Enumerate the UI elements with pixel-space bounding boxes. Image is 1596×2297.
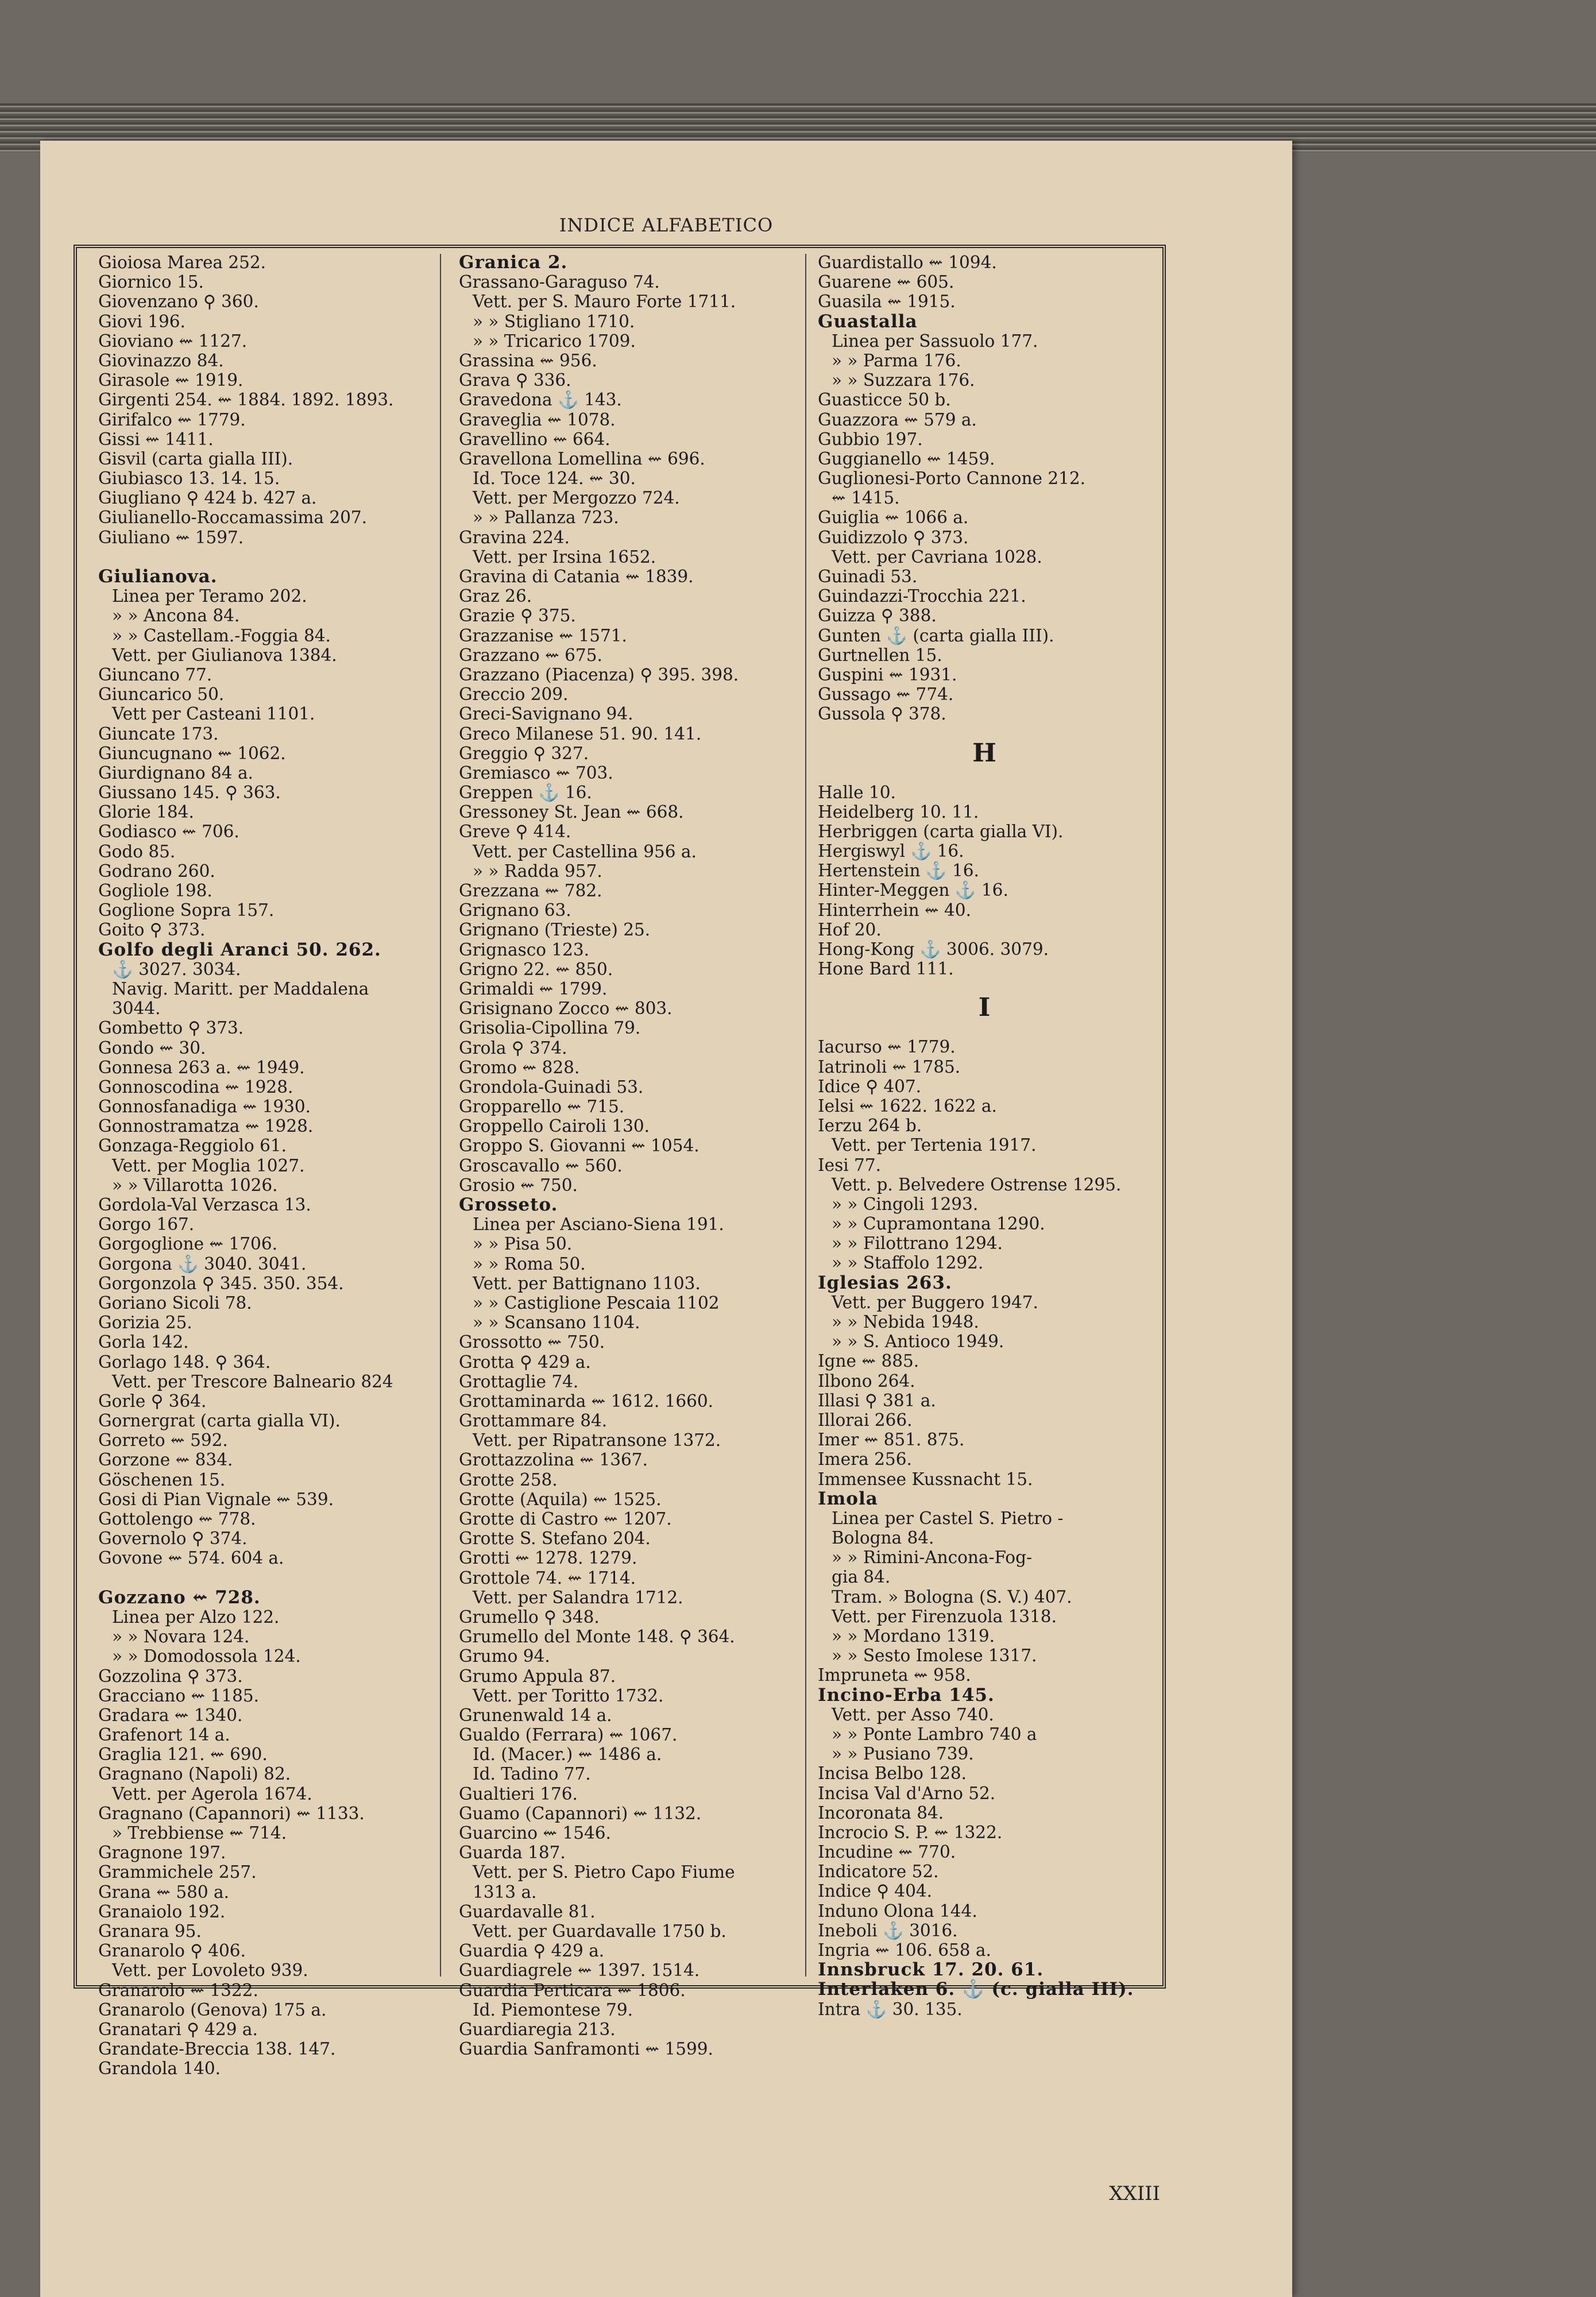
index-entry: Guardia Sanframonti ⇜ 1599. <box>459 2039 713 2059</box>
index-entry: Iacurso ⇜ 1779. <box>818 1037 956 1057</box>
index-entry: Grondola-Guinadi 53. <box>459 1077 644 1097</box>
index-entry: Groppello Cairoli 130. <box>459 1116 650 1136</box>
index-entry: Grazzano (Piacenza) ⚲ 395. 398. <box>459 664 739 685</box>
index-entry: Guarda 187. <box>459 1843 566 1863</box>
index-entry: » » Tricarico 1709. <box>473 331 636 351</box>
index-entry: Incrocio S. P. ⇜ 1322. <box>818 1822 1003 1842</box>
index-entry: gia 84. <box>832 1567 891 1587</box>
index-entry: Vett. per Lovoleto 939. <box>112 1960 308 1981</box>
index-entry: Grola ⚲ 374. <box>459 1038 567 1058</box>
index-entry: Linea per Sassuolo 177. <box>832 331 1038 351</box>
index-entry: Graglia 121. ⇜ 690. <box>98 1745 268 1765</box>
index-entry: » » Villarotta 1026. <box>112 1175 278 1195</box>
index-entry: Induno Olona 144. <box>818 1901 977 1921</box>
index-entry: Govone ⇜ 574. 604 a. <box>98 1548 284 1568</box>
index-entry: Giuncano 77. <box>98 664 212 685</box>
index-entry: » » Sesto Imolese 1317. <box>832 1646 1037 1666</box>
index-entry: Granarolo ⚲ 406. <box>98 1941 246 1961</box>
index-entry: Granara 95. <box>98 1921 202 1941</box>
index-entry: Gornergrat (carta gialla VI). <box>98 1411 341 1431</box>
index-entry: Gussago ⇜ 774. <box>818 685 954 705</box>
index-entry: Grafenort 14 a. <box>98 1725 230 1745</box>
index-entry: » » Pallanza 723. <box>473 508 619 528</box>
index-entry: Giuncugnano ⇜ 1062. <box>98 743 286 763</box>
index-entry: Guglionesi-Porto Cannone 212. <box>818 469 1086 489</box>
index-entry: Vett. per Agerola 1674. <box>112 1784 312 1804</box>
index-entry: Grazzano ⇜ 675. <box>459 645 602 665</box>
index-entry: Giuncate 173. <box>98 724 219 744</box>
index-entry: Giovi 196. <box>98 311 186 331</box>
index-entry: Grotti ⇜ 1278. 1279. <box>459 1548 637 1568</box>
index-entry: Grava ⚲ 336. <box>459 370 571 390</box>
index-entry: » » Ancona 84. <box>112 606 240 626</box>
index-entry: Gravina di Catania ⇜ 1839. <box>459 567 694 586</box>
index-entry: Grunenwald 14 a. <box>459 1705 612 1725</box>
index-entry: Impruneta ⇜ 958. <box>818 1665 971 1685</box>
index-entry: Grotte (Aquila) ⇜ 1525. <box>459 1489 662 1509</box>
index-entry: Greve ⚲ 414. <box>459 822 571 842</box>
index-entry: Giovinazzo 84. <box>98 350 224 370</box>
index-entry: Hertenstein ⚓ 16. <box>818 861 979 881</box>
index-entry: Grotta ⚲ 429 a. <box>459 1352 591 1372</box>
index-entry: » Trebbiense ⇜ 714. <box>112 1823 287 1843</box>
index-entry: Grisignano Zocco ⇜ 803. <box>459 999 673 1019</box>
index-entry: Girifalco ⇜ 1779. <box>98 409 246 430</box>
index-entry: Vett. per Asso 740. <box>832 1704 994 1724</box>
index-entry: Indice ⚲ 404. <box>818 1881 932 1901</box>
index-entry: Granarolo (Genova) 175 a. <box>98 2000 327 2020</box>
index-entry: Hergiswyl ⚓ 16. <box>818 841 964 861</box>
index-entry: Igne ⇜ 885. <box>818 1351 919 1371</box>
index-entry: Guarene ⇜ 605. <box>818 272 954 292</box>
index-entry: Hinter-Meggen ⚓ 16. <box>818 880 1008 900</box>
index-entry: Guardistallo ⇜ 1094. <box>818 253 997 272</box>
index-entry: Imera 256. <box>818 1449 912 1470</box>
index-entry: Greccio 209. <box>459 685 569 705</box>
index-entry: Gragnone 197. <box>98 1843 226 1863</box>
page-header: INDICE ALFABETICO <box>559 214 774 236</box>
index-entry: Guindazzi-Trocchia 221. <box>818 586 1026 606</box>
index-entry: Giulianova. <box>98 566 218 587</box>
index-entry: Goito ⚲ 373. <box>98 920 206 940</box>
index-entry: Glorie 184. <box>98 802 194 822</box>
index-entry: Vett. per Cavriana 1028. <box>832 547 1042 567</box>
index-entry: Hinterrhein ⇜ 40. <box>818 900 971 920</box>
index-entry: Gonnostramatza ⇜ 1928. <box>98 1116 314 1136</box>
index-entry: Grisolia-Cipollina 79. <box>459 1018 641 1038</box>
index-entry: Ielsi ⇜ 1622. 1622 a. <box>818 1096 997 1116</box>
index-entry: Tram. » Bologna (S. V.) 407. <box>832 1587 1072 1607</box>
index-entry: Grammichele 257. <box>98 1862 257 1882</box>
index-entry: Grassina ⇜ 956. <box>459 350 597 370</box>
index-entry: Vett. per Guardavalle 1750 b. <box>473 1921 726 1941</box>
index-entry: Grezzana ⇜ 782. <box>459 881 602 900</box>
index-entry: Illorai 266. <box>818 1410 913 1430</box>
index-column-1 <box>98 253 420 2079</box>
index-entry: Grigno 22. ⇜ 850. <box>459 959 613 979</box>
index-entry: Grotte S. Stefano 204. <box>459 1529 651 1549</box>
index-entry: » » Pusiano 739. <box>832 1744 974 1764</box>
index-entry: Grumo 94. <box>459 1646 550 1666</box>
index-entry: Gragnano (Capannori) ⇜ 1133. <box>98 1803 365 1823</box>
index-entry: Gorizia 25. <box>98 1313 192 1333</box>
index-entry: Idice ⚲ 407. <box>818 1076 921 1096</box>
index-entry: Id. (Macer.) ⇜ 1486 a. <box>473 1745 662 1765</box>
index-entry: Gradara ⇜ 1340. <box>98 1705 243 1725</box>
index-entry: » » Scansano 1104. <box>473 1313 640 1333</box>
index-entry: Grazzanise ⇜ 1571. <box>459 625 627 645</box>
index-entry: Incudine ⇜ 770. <box>818 1842 956 1862</box>
index-entry: Guardia ⚲ 429 a. <box>459 1941 605 1961</box>
index-entry: Gisvil (carta gialla III). <box>98 448 293 469</box>
index-entry: Heidelberg 10. 11. <box>818 802 979 822</box>
index-entry: Vett. per S. Pietro Capo Fiume <box>473 1862 735 1882</box>
index-entry: Gressoney St. Jean ⇜ 668. <box>459 802 684 822</box>
index-entry: Groppo S. Giovanni ⇜ 1054. <box>459 1136 700 1156</box>
index-entry: Grandate-Breccia 138. 147. <box>98 2039 336 2059</box>
section-letter: H <box>972 738 996 768</box>
index-entry: Grignano (Trieste) 25. <box>459 920 651 940</box>
index-entry: Vett. per Castellina 956 a. <box>473 841 697 861</box>
index-entry: Giuliano ⇜ 1597. <box>98 527 244 547</box>
index-entry: Guasticce 50 b. <box>818 390 951 410</box>
index-entry: Greci-Savignano 94. <box>459 704 633 724</box>
index-entry: Giubiasco 13. 14. 15. <box>98 469 280 489</box>
index-entry: ⇜ 1415. <box>832 488 900 508</box>
index-entry: Greco Milanese 51. 90. 141. <box>459 724 702 744</box>
index-entry: » » Pisa 50. <box>473 1234 573 1254</box>
index-entry: Grottammare 84. <box>459 1411 608 1431</box>
index-entry: Grimaldi ⇜ 1799. <box>459 979 608 999</box>
index-entry: Imola <box>818 1488 878 1509</box>
index-entry: Gorgonzola ⚲ 345. 350. 354. <box>98 1273 344 1293</box>
index-entry: Girasole ⇜ 1919. <box>98 370 244 390</box>
index-entry: Iatrinoli ⇜ 1785. <box>818 1057 961 1077</box>
index-entry: Grossotto ⇜ 750. <box>459 1332 605 1352</box>
index-entry: » » Filottrano 1294. <box>832 1233 1003 1254</box>
index-entry: Guazzora ⇜ 579 a. <box>818 409 977 430</box>
index-entry: » » Staffolo 1292. <box>832 1253 984 1273</box>
index-entry: Guizza ⚲ 388. <box>818 606 937 626</box>
index-entry: Granica 2. <box>459 252 568 273</box>
index-entry: Gogliole 198. <box>98 881 212 900</box>
index-entry: Gravellona Lomellina ⇜ 696. <box>459 448 705 469</box>
index-entry: Gubbio 197. <box>818 429 923 449</box>
index-entry: Gorgo 167. <box>98 1215 195 1235</box>
index-entry: Navig. Maritt. per Maddalena <box>112 979 369 999</box>
index-entry: Ierzu 264 b. <box>818 1116 922 1136</box>
index-entry: Granaiolo 192. <box>98 1901 226 1921</box>
index-entry: Grotte 258. <box>459 1470 558 1490</box>
index-entry: Göschenen 15. <box>98 1470 226 1490</box>
index-entry: Grotte di Castro ⇜ 1207. <box>459 1509 672 1529</box>
index-entry: Incoronata 84. <box>818 1803 944 1823</box>
index-entry: Vett. per Trescore Balneario 824 <box>112 1371 393 1391</box>
index-entry: Gravina 224. <box>459 527 570 547</box>
index-entry: Giurdignano 84 a. <box>98 763 253 783</box>
index-entry: Guardavalle 81. <box>459 1901 596 1921</box>
index-entry: Grumo Appula 87. <box>459 1666 616 1686</box>
index-entry: Guastalla <box>818 311 918 332</box>
index-entry: Gorreto ⇜ 592. <box>98 1430 228 1451</box>
index-entry: Gottolengo ⇜ 778. <box>98 1509 256 1529</box>
index-entry: Hong-Kong ⚓ 3006. 3079. <box>818 939 1049 959</box>
index-entry: Vett. per Ripatransone 1372. <box>473 1430 721 1451</box>
column-divider <box>440 254 441 1977</box>
index-entry: Grottaminarda ⇜ 1612. 1660. <box>459 1391 714 1411</box>
index-entry: Gorlago 148. ⚲ 364. <box>98 1352 271 1372</box>
index-entry: Guggianello ⇜ 1459. <box>818 448 995 469</box>
index-entry: » » Rimini-Ancona-Fog- <box>832 1548 1032 1568</box>
index-entry: Gioviano ⇜ 1127. <box>98 331 248 351</box>
index-entry: Incisa Belbo 128. <box>818 1764 967 1784</box>
index-entry: » » Castellam.-Foggia 84. <box>112 625 331 645</box>
index-entry: Vett. per Firenzuola 1318. <box>832 1606 1057 1626</box>
index-entry: Groscavallo ⇜ 560. <box>459 1155 623 1175</box>
index-entry: Imer ⇜ 851. 875. <box>818 1430 965 1450</box>
index-entry: » » Radda 957. <box>473 861 602 881</box>
index-entry: Guardia Perticara ⇜ 1806. <box>459 1980 686 2000</box>
index-entry: Vett. p. Belvedere Ostrense 1295. <box>832 1174 1122 1194</box>
index-entry: » » Mordano 1319. <box>832 1626 995 1646</box>
index-entry: Gussola ⚲ 378. <box>818 704 946 724</box>
index-entry: Gissi ⇜ 1411. <box>98 429 214 449</box>
index-entry: Grignano 63. <box>459 900 571 921</box>
index-entry: Grassano-Garaguso 74. <box>459 272 660 292</box>
index-entry: Grana ⇜ 580 a. <box>98 1882 229 1902</box>
index-entry: Gozzano ⇜ 728. <box>98 1587 261 1608</box>
index-entry: Vett per Casteani 1101. <box>112 704 315 724</box>
index-entry: Grumello ⚲ 348. <box>459 1607 600 1627</box>
index-entry: Gombetto ⚲ 373. <box>98 1018 244 1038</box>
index-entry: Vett. per S. Mauro Forte 1711. <box>473 292 736 312</box>
index-entry: Gosi di Pian Vignale ⇜ 539. <box>98 1489 334 1509</box>
index-entry: Guspini ⇜ 1931. <box>818 664 957 685</box>
index-entry: Graz 26. <box>459 586 532 606</box>
index-entry: Graveglia ⇜ 1078. <box>459 409 616 430</box>
spacer <box>98 1568 420 1588</box>
index-entry: Incisa Val d'Arno 52. <box>818 1783 996 1803</box>
index-entry: Immensee Kussnacht 15. <box>818 1469 1033 1489</box>
index-entry: Guarcino ⇜ 1546. <box>459 1823 611 1843</box>
index-entry: Gunten ⚓ (carta gialla III). <box>818 625 1054 645</box>
index-entry: Linea per Castel S. Pietro - <box>832 1508 1064 1528</box>
index-entry: » » Nebida 1948. <box>832 1312 979 1332</box>
index-entry: 3044. <box>112 999 161 1019</box>
index-entry: » » Stigliano 1710. <box>473 311 635 331</box>
index-entry: Gualtieri 176. <box>459 1784 578 1804</box>
index-entry: Gonnesa 263 a. ⇜ 1949. <box>98 1057 305 1077</box>
index-entry: Incino-Erba 145. <box>818 1684 995 1706</box>
index-entry: Gorgoglione ⇜ 1706. <box>98 1234 277 1254</box>
spacer <box>98 547 420 567</box>
index-entry: Gravedona ⚓ 143. <box>459 390 622 410</box>
index-frame <box>74 245 1166 2079</box>
index-entry: Vett. per Salandra 1712. <box>473 1587 683 1607</box>
index-entry: Grosio ⇜ 750. <box>459 1175 578 1195</box>
index-entry: Id. Toce 124. ⇜ 30. <box>473 469 636 489</box>
index-entry: Gonnoscodina ⇜ 1928. <box>98 1077 293 1097</box>
index-entry: Linea per Asciano-Siena 191. <box>473 1215 724 1235</box>
index-entry: Vett. per Tertenia 1917. <box>832 1135 1037 1155</box>
index-entry: Grazie ⚲ 375. <box>459 606 576 626</box>
index-entry: Gracciano ⇜ 1185. <box>98 1685 260 1706</box>
index-entry: Grandola 140. <box>98 2059 221 2079</box>
index-entry: Guinadi 53. <box>818 567 918 586</box>
index-entry: Guiglia ⇜ 1066 a. <box>818 508 969 528</box>
index-entry: Hof 20. <box>818 919 882 939</box>
index-entry: Ilbono 264. <box>818 1371 915 1391</box>
index-entry: Gorzone ⇜ 834. <box>98 1450 233 1470</box>
index-entry: Vett. per Mergozzo 724. <box>473 488 680 508</box>
index-entry: Vett. per Battignano 1103. <box>473 1273 701 1293</box>
section-letter: I <box>978 993 991 1023</box>
index-entry: Gorgona ⚓ 3040. 3041. <box>98 1254 307 1274</box>
index-entry: Gordola-Val Verzasca 13. <box>98 1195 311 1215</box>
index-entry: 1313 a. <box>473 1882 537 1902</box>
index-entry: Guasila ⇜ 1915. <box>818 292 956 312</box>
index-entry: Vett. per Toritto 1732. <box>473 1685 664 1706</box>
index-entry: Vett. per Buggero 1947. <box>832 1292 1038 1312</box>
index-entry: Guardiagrele ⇜ 1397. 1514. <box>459 1960 700 1981</box>
index-entry: Bologna 84. <box>832 1528 934 1548</box>
index-entry: Vett. per Moglia 1027. <box>112 1155 305 1175</box>
index-entry: Illasi ⚲ 381 a. <box>818 1390 936 1410</box>
index-entry: Grottole 74. ⇜ 1714. <box>459 1568 636 1588</box>
index-entry: » » Roma 50. <box>473 1254 586 1274</box>
index-entry: Gozzolina ⚲ 373. <box>98 1666 243 1686</box>
index-entry: Vett. per Giulianova 1384. <box>112 645 337 665</box>
index-entry: Gurtnellen 15. <box>818 645 942 665</box>
index-entry: Hone Bard 111. <box>818 959 954 979</box>
index-entry: Gremiasco ⇜ 703. <box>459 763 613 783</box>
index-entry: Gravellino ⇜ 664. <box>459 429 610 449</box>
book-page <box>40 141 1292 2297</box>
index-entry: Halle 10. <box>818 782 896 802</box>
index-entry: Linea per Alzo 122. <box>112 1607 280 1627</box>
index-entry: » » Ponte Lambro 740 a <box>832 1724 1037 1744</box>
index-entry: Granatari ⚲ 429 a. <box>98 2019 258 2039</box>
index-entry: Gualdo (Ferrara) ⇜ 1067. <box>459 1725 678 1745</box>
index-entry: Grignasco 123. <box>459 939 590 960</box>
index-entry: Godrano 260. <box>98 861 215 881</box>
index-entry: Guamo (Capannori) ⇜ 1132. <box>459 1803 702 1823</box>
index-entry: Gorla 142. <box>98 1332 189 1352</box>
column-divider <box>805 254 806 1977</box>
index-entry: Indicatore 52. <box>818 1862 939 1882</box>
index-entry: ⚓ 3027. 3034. <box>112 959 241 979</box>
index-entry: Interlaken 6. ⚓ (c. gialla III). <box>818 1979 1134 2000</box>
index-entry: Godiasco ⇜ 706. <box>98 822 239 842</box>
index-column-3 <box>818 253 1151 2019</box>
index-entry: Id. Tadino 77. <box>473 1764 591 1784</box>
index-entry: Herbriggen (carta gialla VI). <box>818 821 1064 841</box>
index-entry: » » Novara 124. <box>112 1627 250 1647</box>
index-entry: Ineboli ⚓ 3016. <box>818 1920 958 1940</box>
index-entry: Giussano 145. ⚲ 363. <box>98 783 281 803</box>
index-entry: Gorle ⚲ 364. <box>98 1391 207 1411</box>
index-entry: Godo 85. <box>98 841 176 861</box>
index-entry: Giulianello-Roccamassima 207. <box>98 508 368 528</box>
index-entry: Gondo ⇜ 30. <box>98 1038 206 1058</box>
index-entry: Gragnano (Napoli) 82. <box>98 1764 291 1784</box>
index-entry: Gropparello ⇜ 715. <box>459 1097 625 1117</box>
index-entry: Golfo degli Aranci 50. 262. <box>98 939 381 960</box>
index-entry: Giornico 15. <box>98 272 204 292</box>
index-entry: » » S. Antioco 1949. <box>832 1332 1004 1352</box>
index-entry: Goglione Sopra 157. <box>98 900 275 921</box>
index-entry: » » Domodossola 124. <box>112 1646 301 1666</box>
index-entry: Grottaglie 74. <box>459 1371 579 1391</box>
index-entry: Iglesias 263. <box>818 1272 952 1293</box>
index-entry: Guidizzolo ⚲ 373. <box>818 527 969 547</box>
index-entry: Gioiosa Marea 252. <box>98 253 266 272</box>
index-entry: Vett. per Irsina 1652. <box>473 547 656 567</box>
index-entry: » » Cingoli 1293. <box>832 1194 979 1214</box>
index-entry: Giugliano ⚲ 424 b. 427 a. <box>98 488 317 508</box>
index-entry: » » Suzzara 176. <box>832 370 975 390</box>
index-entry: » » Castiglione Pescaia 1102 <box>473 1293 720 1313</box>
index-entry: Gromo ⇜ 828. <box>459 1057 580 1077</box>
index-entry: Grosseto. <box>459 1194 558 1215</box>
index-entry: Goriano Sicoli 78. <box>98 1293 252 1313</box>
index-column-2 <box>459 252 803 2059</box>
index-entry: Giovenzano ⚲ 360. <box>98 292 259 312</box>
index-entry: Girgenti 254. ⇜ 1884. 1892. 1893. <box>98 390 394 410</box>
index-entry: Ingria ⇜ 106. 658 a. <box>818 1940 991 1960</box>
index-entry: Greppen ⚓ 16. <box>459 783 592 803</box>
index-entry: » » Parma 176. <box>832 350 961 370</box>
index-entry: Id. Piemontese 79. <box>473 2000 633 2020</box>
page-number: XXIII <box>1109 2182 1160 2205</box>
index-entry: Governolo ⚲ 374. <box>98 1529 248 1549</box>
index-entry: Greggio ⚲ 327. <box>459 743 589 763</box>
index-entry: Innsbruck 17. 20. 61. <box>818 1959 1044 1981</box>
index-entry: Intra ⚓ 30. 135. <box>818 1999 963 2019</box>
index-entry: Gonnosfanadiga ⇜ 1930. <box>98 1097 311 1117</box>
index-entry: » » Cupramontana 1290. <box>832 1214 1045 1234</box>
index-entry: Gonzaga-Reggiolo 61. <box>98 1136 287 1156</box>
index-entry: Grottazzolina ⇜ 1367. <box>459 1450 648 1470</box>
index-entry: Linea per Teramo 202. <box>112 586 307 606</box>
index-entry: Giuncarico 50. <box>98 685 225 705</box>
index-entry: Granarolo ⇜ 1322. <box>98 1980 258 2000</box>
index-entry: Guardiaregia 213. <box>459 2019 616 2039</box>
index-entry: Iesi 77. <box>818 1155 881 1175</box>
index-entry: Grumello del Monte 148. ⚲ 364. <box>459 1627 735 1647</box>
